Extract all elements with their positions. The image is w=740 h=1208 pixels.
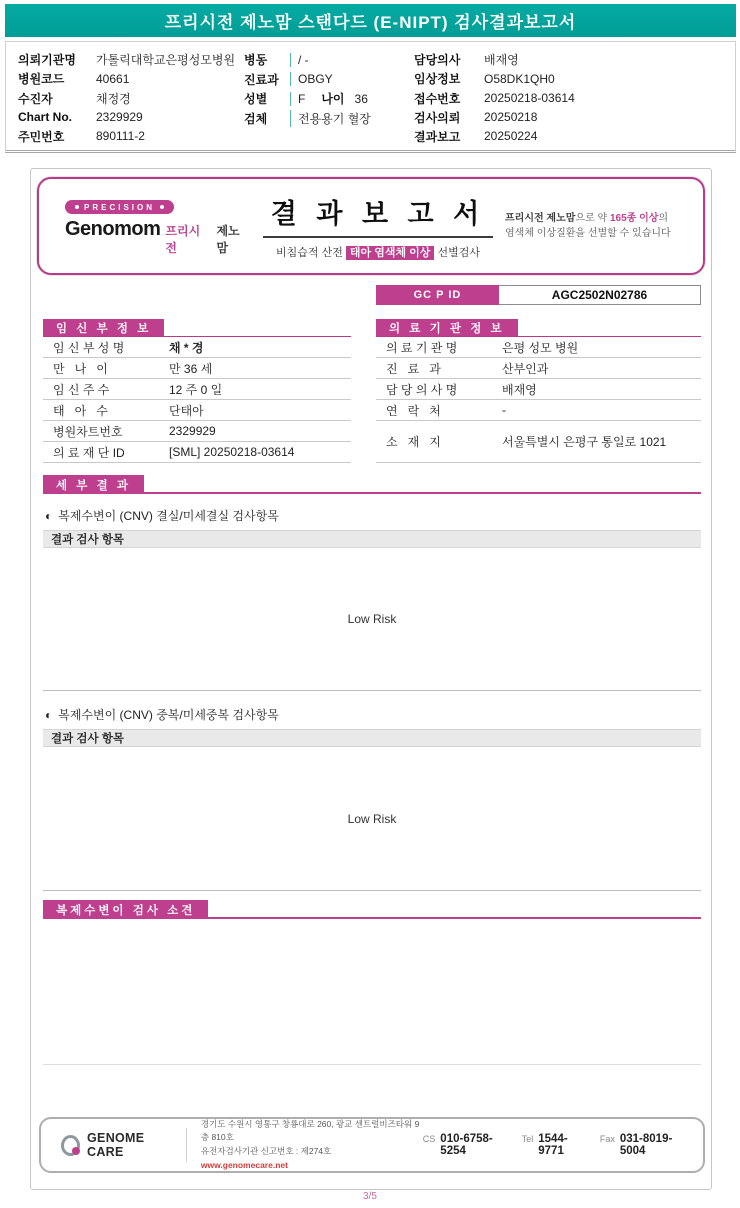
field-value: O58DK1QH0: [484, 71, 555, 86]
field-requesting-org: [18, 50, 244, 69]
field-label: 의뢰기관명: [18, 53, 76, 68]
row-value: 2329929: [169, 424, 216, 438]
brand-name-kr-precision: 프리시전: [165, 224, 201, 255]
row-label: 소 재 지: [386, 435, 441, 449]
tagline-text: 의: [658, 212, 669, 224]
field-value: F: [290, 92, 305, 106]
field-hospital-code: [18, 69, 244, 88]
field-label: Chart No.: [18, 110, 72, 125]
report-body: [30, 168, 712, 1190]
footer-divider: [186, 1128, 187, 1162]
field-label: 병원코드: [18, 72, 65, 87]
contact-cs: [423, 1133, 506, 1157]
field-value: 배재영: [484, 53, 519, 68]
row-label: 진 료 과: [386, 361, 441, 376]
field-value: 40661: [96, 71, 130, 86]
table-row: [43, 358, 351, 379]
tagline-text: 으로 약: [575, 212, 610, 224]
tagline-line2: 염색체 이상질환을 선별할 수 있습니다: [505, 228, 671, 239]
row-label: 만 나 이: [53, 361, 108, 376]
table-row: [376, 379, 701, 400]
footer-contacts: [423, 1133, 685, 1157]
dot-icon: [160, 205, 164, 209]
findings-bottom-rule: [43, 1064, 701, 1065]
field-value: 890111-2: [96, 129, 145, 144]
field-value: 채정경: [96, 91, 131, 106]
brand-name-kr-genomom: 제노맘: [216, 224, 240, 255]
report-main-title: 결 과 보 고 서: [263, 192, 493, 238]
row-label: 연 락 처: [386, 403, 441, 418]
subtitle-highlight: 태아 염색체 이상: [346, 246, 435, 260]
header-rule: [144, 475, 701, 494]
gc-p-id-row: [376, 285, 701, 305]
field-value: 20250218: [484, 110, 538, 125]
mother-info-table: [43, 319, 351, 463]
contact-value: 010-6758-5254: [440, 1133, 493, 1157]
field-label: 결과보고: [414, 129, 461, 144]
patient-header-col3: [408, 50, 725, 146]
field-label: 성별: [244, 92, 268, 107]
field-chart-no: [18, 108, 244, 127]
row-label: 병원차트번호: [53, 424, 123, 439]
brand-line: [65, 218, 251, 256]
precision-label: PRECISION: [84, 202, 156, 212]
row-label: 임 신 주 수: [53, 382, 110, 397]
report-title-block: [251, 192, 505, 260]
clinic-info-table: [376, 319, 701, 463]
row-value: 12 주 0 일: [169, 382, 223, 397]
genomom-brand: [39, 196, 251, 256]
dot-icon: [75, 205, 79, 209]
contact-label: Tel: [521, 1134, 534, 1144]
contact-tel: [522, 1133, 584, 1157]
precision-pill: [65, 200, 174, 214]
field-label: 임상정보: [414, 72, 461, 87]
subtitle-post: 선별검사: [434, 247, 480, 259]
result-table-header-text: 결과 검사 항목: [51, 534, 125, 546]
field-sex-age: [244, 89, 408, 109]
report-subtitle: [251, 244, 505, 260]
field-value: 가톨릭대학교은평성모병원: [96, 53, 236, 68]
row-value: 단태아: [169, 403, 204, 418]
row-label: 의 료 기 관 명: [386, 340, 458, 355]
field-label: 담당의사: [414, 53, 461, 68]
field-label: 주민번호: [18, 129, 65, 144]
clinic-info-title: 의 료 기 관 정 보: [376, 319, 518, 336]
half-circle-icon: ◐: [45, 707, 53, 722]
field-label: 진료과: [244, 72, 279, 87]
footer-address: 경기도 수원시 영통구 창룡대로 260, 광교 센트럴비즈타워 9층 810호: [200, 1118, 420, 1143]
table-row: [376, 421, 701, 463]
contact-fax: [600, 1133, 685, 1157]
contact-label: Fax: [599, 1134, 615, 1144]
cnv-deletion-heading: [45, 507, 701, 524]
field-resident-no: [18, 127, 244, 146]
footer-registration: 유전자검사기관 신고번호 : 제274호: [200, 1146, 332, 1156]
result-table-header: [43, 530, 701, 548]
row-value: [SML] 20250218-03614: [169, 445, 295, 459]
field-label: 나이: [321, 92, 345, 107]
field-request-date: [414, 108, 725, 127]
report-tagline: [505, 211, 703, 242]
tagline-count: 165종 이상: [609, 212, 659, 224]
row-value: 은평 성모 병원: [502, 340, 579, 355]
cnv-deletion-result: [43, 548, 701, 691]
report-header-box: [37, 177, 705, 275]
tagline-line1: [505, 211, 687, 227]
field-patient-name: [18, 88, 244, 107]
contact-value: 031-8019-5004: [619, 1133, 673, 1157]
field-label: 접수번호: [414, 91, 461, 106]
row-value: 배재영: [502, 382, 537, 397]
table-row: [43, 379, 351, 400]
risk-result-text: Low Risk: [347, 612, 397, 626]
patient-header: [5, 41, 736, 153]
mother-info-title: 임 신 부 정 보: [43, 319, 164, 336]
row-label: 담 당 의 사 명: [386, 382, 458, 397]
field-label: 검사의뢰: [414, 110, 461, 125]
tagline-brand: 프리시전 제노맘: [505, 212, 576, 224]
gc-p-id-label: GC P ID: [376, 285, 499, 305]
field-label: 검체: [244, 111, 268, 126]
row-value: 채 * 경: [169, 340, 204, 355]
field-value: 20250224: [484, 129, 538, 144]
field-label: 병동: [244, 53, 268, 68]
genome-care-logo-text: GENOME CARE: [87, 1131, 145, 1159]
contact-label: CS: [422, 1134, 436, 1144]
patient-header-col1: [18, 50, 244, 146]
result-table-header-text: 결과 검사 항목: [51, 733, 125, 745]
detail-results-header: [43, 475, 701, 494]
contact-value: 1544-9771: [538, 1133, 568, 1157]
header-rule: [208, 900, 701, 919]
row-label: 임 신 부 성 명: [53, 340, 125, 355]
table-row: [43, 421, 351, 442]
clinic-info-title-row: [376, 319, 701, 337]
result-table-header: [43, 729, 701, 747]
subtitle-pre: 비침습적 산전: [276, 247, 346, 259]
detail-results-title: 세 부 결 과: [43, 475, 144, 494]
report-title-bar: [5, 4, 736, 37]
field-clinical-info: [414, 69, 725, 88]
gc-p-id-value: AGC2502N02786: [499, 285, 701, 305]
field-ward: [244, 50, 408, 70]
risk-result-text: Low Risk: [347, 811, 397, 826]
patient-header-col2: [244, 50, 408, 146]
field-specimen: [244, 109, 408, 129]
table-row: [376, 337, 701, 358]
row-value: 서울특별시 은평구 통일로 1021: [502, 435, 667, 449]
table-row: [43, 400, 351, 421]
cnv-heading-text: 복제수변이 (CNV) 결실/미세결실 검사항목: [58, 509, 279, 523]
mother-info-title-row: [43, 319, 351, 337]
brand-name-en: Genomom: [65, 218, 161, 240]
row-label: 태 아 수: [53, 403, 108, 418]
row-label: 의 료 재 단 ID: [53, 445, 125, 460]
field-value: 2329929: [96, 110, 143, 125]
field-value: 20250218-03614: [484, 91, 575, 105]
table-row: [376, 400, 701, 421]
field-value: / -: [290, 53, 309, 67]
field-value: OBGY: [290, 72, 333, 86]
table-row: [376, 358, 701, 379]
field-value: 36: [354, 91, 368, 106]
field-value: 전용용기 혈장: [290, 110, 371, 127]
footer-address-block: [201, 1118, 423, 1172]
table-row: [43, 442, 351, 463]
cnv-findings-title: 복제수변이 검사 소견: [43, 900, 208, 919]
cnv-heading-text: 복제수변이 (CNV) 중복/미세중복 검사항목: [58, 708, 279, 722]
field-receipt-no: [414, 88, 725, 107]
cnv-findings-header: [43, 900, 701, 919]
page-number: 3/5: [363, 1191, 377, 1202]
table-row: [43, 337, 351, 358]
genome-care-logo: [61, 1131, 172, 1159]
row-value: 산부인과: [502, 361, 549, 376]
row-value: 만 36 세: [169, 361, 213, 376]
field-report-date: [414, 127, 725, 146]
half-circle-icon: ◐: [45, 508, 53, 523]
report-title-bar-text: 프리시전 제노맘 스탠다드 (E-NIPT) 검사결과보고서: [164, 13, 577, 32]
row-value: -: [502, 403, 506, 417]
field-doctor: [414, 50, 725, 69]
field-label: 수진자: [18, 91, 53, 106]
genome-care-logo-icon: [61, 1135, 80, 1156]
footer: [39, 1117, 705, 1173]
cnv-duplication-heading: [45, 706, 701, 723]
footer-website-link[interactable]: www.genomecare.net: [200, 1159, 288, 1170]
cnv-duplication-result: [43, 747, 701, 891]
field-department: [244, 70, 408, 90]
